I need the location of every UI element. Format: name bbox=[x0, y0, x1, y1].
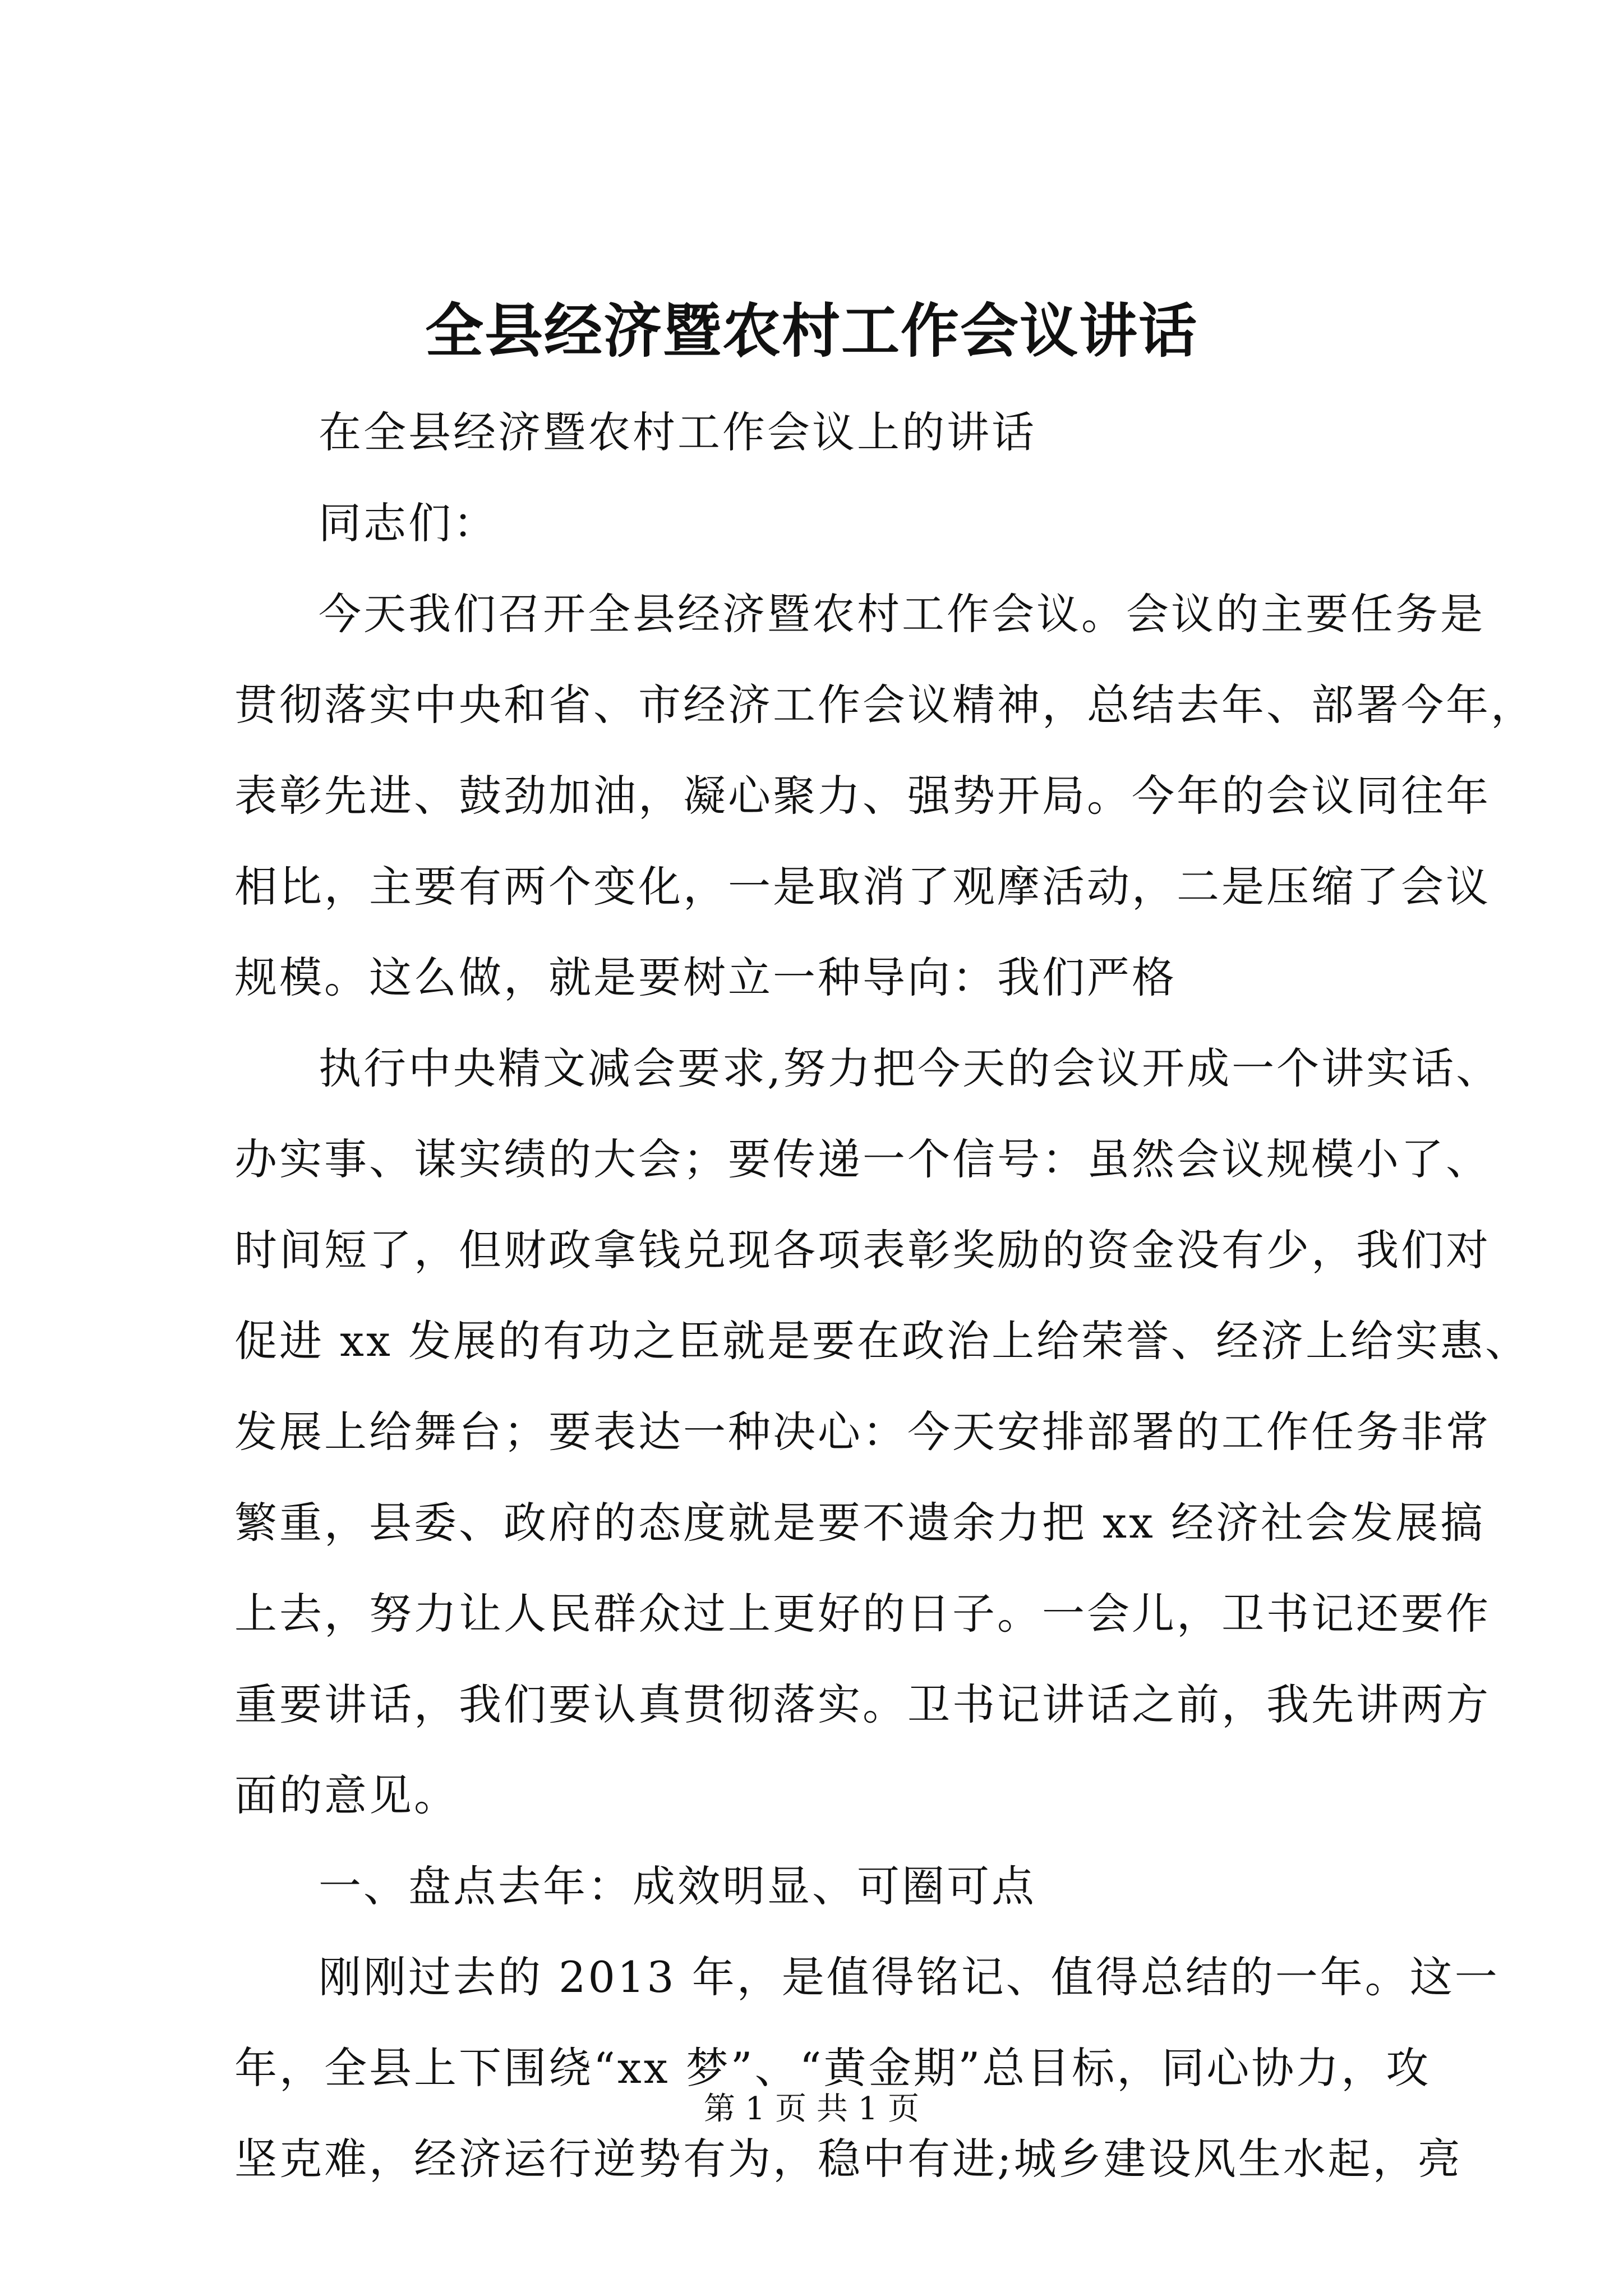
text-line: 执行中央精文减会要求,努力把今天的会议开成一个讲实话、 bbox=[319, 1043, 1501, 1093]
text-line: 刚刚过去的 2013 年，是值得铭记、值得总结的一年。这一 bbox=[319, 1952, 1500, 2002]
text-line: 面的意见。 bbox=[234, 1770, 459, 1820]
text-line: 办实事、谋实绩的大会；要传递一个信号：虽然会议规模小了、 bbox=[234, 1134, 1491, 1184]
text-line: 繁重，县委、政府的态度就是要不遗余力把 xx 经济社会发展搞 bbox=[234, 1498, 1486, 1548]
text-line: 发展上给舞台；要表达一种决心：今天安排部署的工作任务非常 bbox=[234, 1407, 1491, 1457]
text-line: 一、盘点去年：成效明显、可圈可点 bbox=[319, 1861, 1036, 1911]
text-line: 在全县经济暨农村工作会议上的讲话 bbox=[319, 407, 1036, 457]
text-line: 同志们： bbox=[319, 498, 498, 548]
text-line: 贯彻落实中央和省、市经济工作会议精神，总结去年、部署今年， bbox=[234, 680, 1536, 730]
text-line: 时间短了，但财政拿钱兑现各项表彰奖励的资金没有少，我们对 bbox=[234, 1225, 1491, 1275]
text-line: 上去，努力让人民群众过上更好的日子。一会儿，卫书记还要作 bbox=[234, 1589, 1491, 1639]
text-line: 相比，主要有两个变化，一是取消了观摩活动，二是压缩了会议 bbox=[234, 862, 1491, 912]
document-body bbox=[234, 387, 1536, 2205]
page-number-footer: 第 1 页 共 1 页 bbox=[703, 2091, 920, 2127]
text-line: 表彰先进、鼓劲加油，凝心聚力、强势开局。今年的会议同往年 bbox=[234, 771, 1491, 821]
text-line: 坚克难，经济运行逆势有为，稳中有进;城乡建设风生水起，亮 bbox=[234, 2134, 1463, 2184]
document-title: 全县经济暨农村工作会议讲话 bbox=[425, 296, 1198, 365]
text-line: 重要讲话，我们要认真贯彻落实。卫书记讲话之前，我先讲两方 bbox=[234, 1680, 1491, 1729]
text-line: 促进 xx 发展的有功之臣就是要在政治上给荣誉、经济上给实惠、 bbox=[234, 1316, 1530, 1366]
text-line: 年，全县上下围绕“xx 梦”、“黄金期”总目标，同心协力，攻 bbox=[234, 2043, 1431, 2093]
text-line: 今天我们召开全县经济暨农村工作会议。会议的主要任务是 bbox=[319, 589, 1485, 639]
text-line: 规模。这么做，就是要树立一种导向：我们严格 bbox=[234, 953, 1177, 1002]
